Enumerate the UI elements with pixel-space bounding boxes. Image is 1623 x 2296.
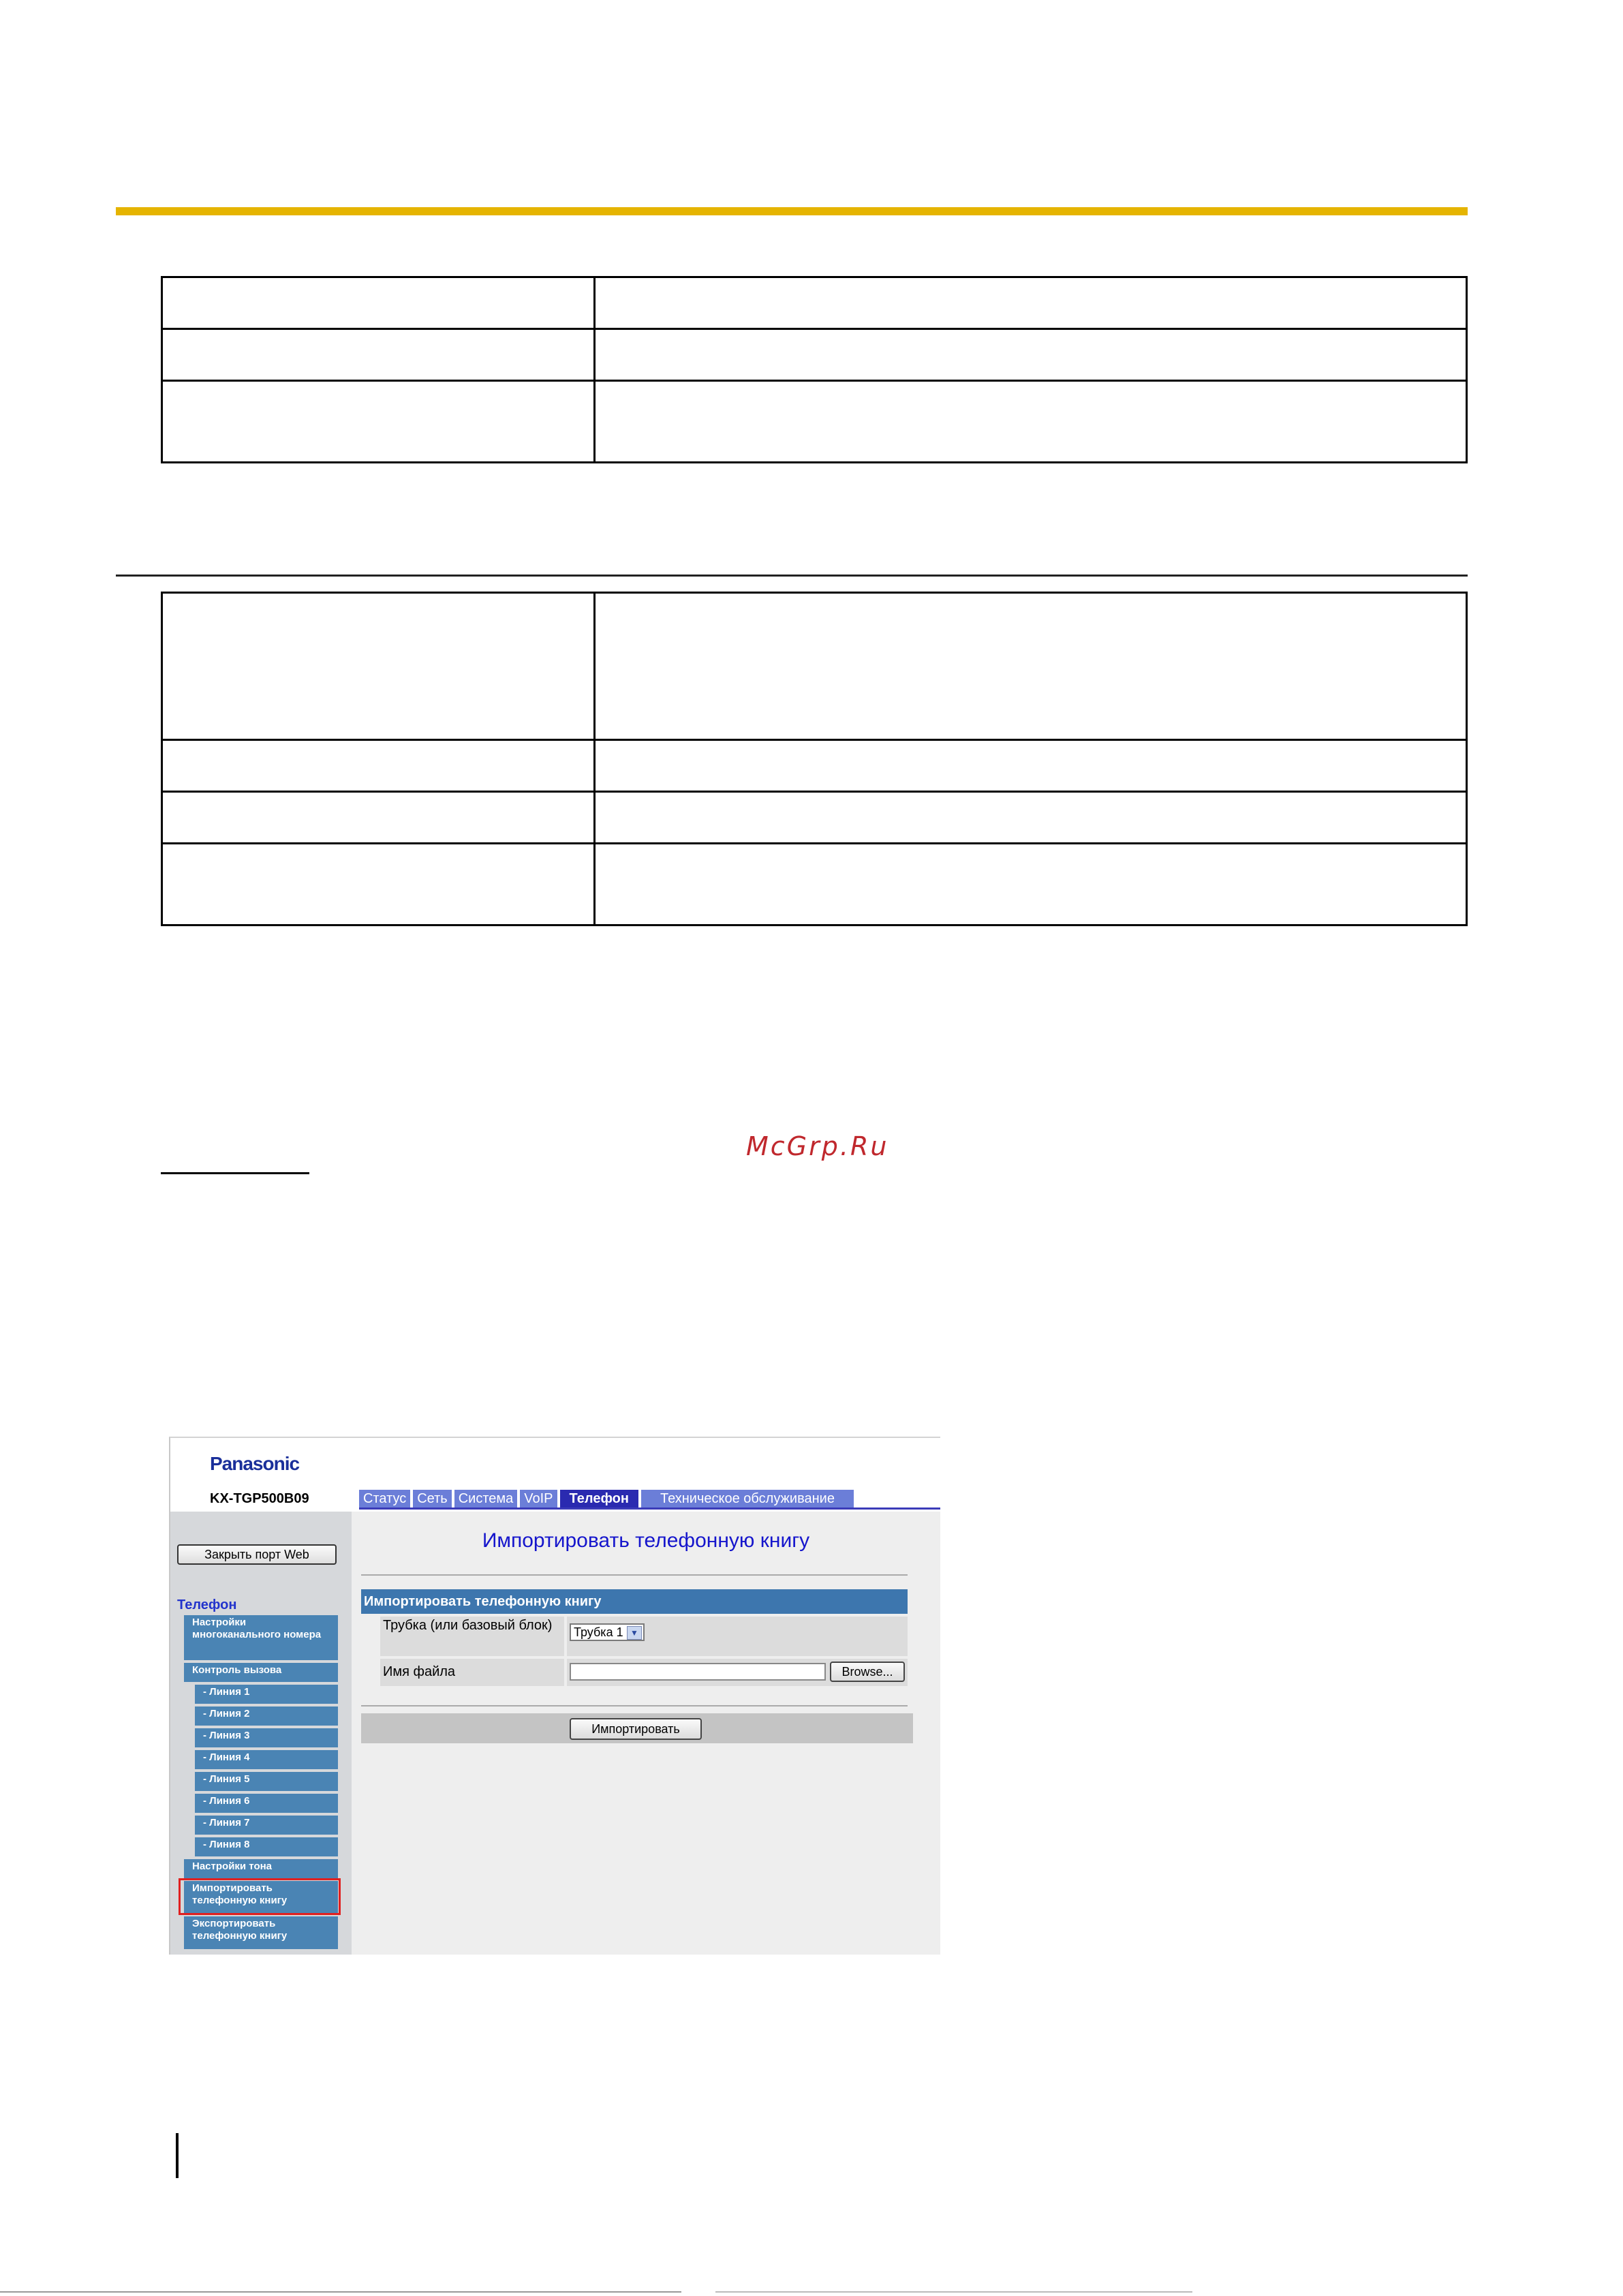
footer-line	[715, 2291, 1192, 2293]
import-button[interactable]: Импортировать	[570, 1718, 702, 1740]
table-cell	[162, 844, 595, 925]
sidebar-item-line-4[interactable]: - Линия 4	[195, 1750, 338, 1769]
table-cell	[595, 792, 1467, 844]
sidebar-item-line-5[interactable]: - Линия 5	[195, 1772, 338, 1791]
watermark-text: McGrp.Ru	[746, 1131, 889, 1161]
table-cell	[162, 792, 595, 844]
table-cell	[162, 740, 595, 792]
submit-bar	[361, 1713, 913, 1743]
table-cell	[595, 740, 1467, 792]
handset-cell	[567, 1617, 908, 1656]
sidebar-item-export-phonebook[interactable]: Экспортировать телефонную книгу	[184, 1916, 338, 1949]
spec-table-2	[161, 592, 1468, 926]
highlight-frame	[179, 1878, 341, 1915]
sidebar-item-import-phonebook[interactable]: Импортировать телефонную книгу	[184, 1881, 338, 1914]
sidebar-item-line-7[interactable]: - Линия 7	[195, 1816, 338, 1835]
sidebar-item-tone-settings[interactable]: Настройки тона	[184, 1859, 338, 1878]
sidebar-item-line-6[interactable]: - Линия 6	[195, 1794, 338, 1813]
spec-table-1	[161, 276, 1468, 463]
chevron-down-icon: ▼	[627, 1626, 642, 1640]
sidebar-section-title: Телефон	[177, 1597, 237, 1612]
file-name-input[interactable]	[570, 1663, 826, 1681]
file-cell	[567, 1659, 908, 1686]
tab-network[interactable]: Сеть	[413, 1490, 451, 1507]
table-cell	[595, 329, 1467, 381]
table-cell	[595, 844, 1467, 925]
section-divider	[116, 575, 1468, 577]
table-cell	[162, 277, 595, 329]
tab-bar	[359, 1490, 854, 1507]
sidebar-item-call-control[interactable]: Контроль вызова	[184, 1663, 338, 1682]
divider	[361, 1705, 908, 1706]
tab-telephone[interactable]: Телефон	[560, 1490, 638, 1507]
tab-voip[interactable]: VoIP	[520, 1490, 557, 1507]
header-accent-bar	[116, 207, 1468, 215]
file-name-label: Имя файла	[380, 1659, 564, 1686]
table-cell	[162, 593, 595, 740]
page-title: Импортировать телефонную книгу	[482, 1529, 810, 1552]
main-panel	[352, 1512, 940, 1955]
tab-status[interactable]: Статус	[359, 1490, 410, 1507]
page-margin-bar	[176, 2133, 179, 2178]
form-header: Импортировать телефонную книгу	[361, 1589, 908, 1614]
tab-system[interactable]: Система	[454, 1490, 518, 1507]
tab-maintenance[interactable]: Техническое обслуживание	[641, 1490, 854, 1507]
table-cell	[162, 329, 595, 381]
browse-button[interactable]: Browse...	[830, 1662, 905, 1682]
close-web-port-button[interactable]: Закрыть порт Web	[177, 1544, 337, 1565]
handset-select[interactable]	[570, 1623, 645, 1641]
handset-label: Трубка (или базовый блок)	[380, 1617, 564, 1656]
sidebar-item-multiline-settings[interactable]: Настройки многоканального номера	[184, 1615, 338, 1660]
table-cell	[595, 593, 1467, 740]
sidebar-item-line-2[interactable]: - Линия 2	[195, 1706, 338, 1726]
sidebar-item-line-3[interactable]: - Линия 3	[195, 1728, 338, 1747]
table-cell	[595, 277, 1467, 329]
model-name: KX-TGP500B09	[210, 1491, 309, 1506]
sidebar-item-line-8[interactable]: - Линия 8	[195, 1837, 338, 1856]
heading-underline	[161, 1172, 309, 1174]
table-cell	[162, 381, 595, 463]
divider	[361, 1574, 908, 1576]
web-ui-screenshot	[169, 1437, 940, 1955]
brand-logo: Panasonic	[210, 1453, 300, 1474]
tab-underline	[359, 1507, 940, 1510]
sidebar-item-line-1[interactable]: - Линия 1	[195, 1685, 338, 1704]
footer-line	[0, 2291, 681, 2293]
handset-select-value: Трубка 1	[574, 1625, 623, 1639]
table-cell	[595, 381, 1467, 463]
